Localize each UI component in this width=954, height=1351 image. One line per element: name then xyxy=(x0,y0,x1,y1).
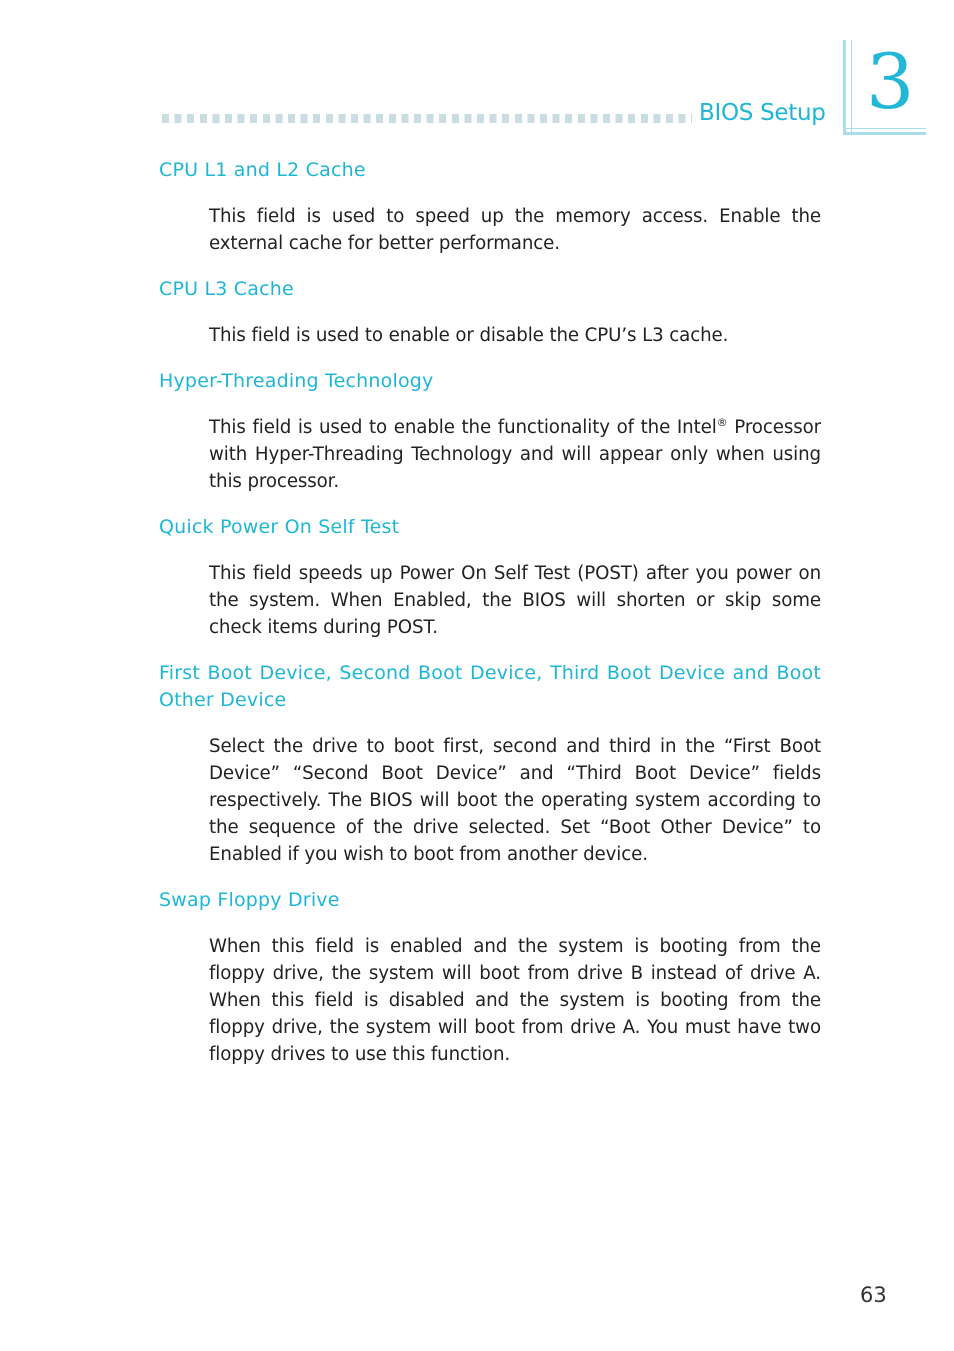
section-title: CPU L1 and L2 Cache xyxy=(159,159,366,181)
body-text: This field is used to enable the functionality of the Intel xyxy=(209,417,717,438)
section-title: First Boot Device, Second Boot Device, Third Boot Device and Boot Other Device xyxy=(159,662,821,711)
section-boot-devices xyxy=(159,660,821,868)
section-cpu-l1-l2-cache xyxy=(159,157,821,257)
header-title: BIOS Setup xyxy=(699,100,826,126)
section-title: Hyper-Threading Technology xyxy=(159,370,434,392)
page-content xyxy=(159,157,821,1087)
section-body: This field is used to enable or disable the CPU’s L3 cache. xyxy=(209,325,729,346)
section-cpu-l3-cache xyxy=(159,276,821,349)
section-body: This field is used to speed up the memory access. Enable the external cache for better performance. xyxy=(209,206,821,254)
chapter-box xyxy=(843,37,926,135)
section-title: Swap Floppy Drive xyxy=(159,889,340,911)
registered-mark: ® xyxy=(716,415,728,429)
section-body: This field speeds up Power On Self Test (POST) after you power on the system. When Enabled, the BIOS will shorten or skip some check items during POST. xyxy=(209,563,821,638)
body-text: Processor with Hyper-Threading Technology and will appear only when using this processor. xyxy=(209,417,821,492)
section-title: Quick Power On Self Test xyxy=(159,516,400,538)
section-body xyxy=(209,414,821,495)
section-swap-floppy xyxy=(159,887,821,1068)
header-dots-rule xyxy=(162,114,692,123)
section-body: When this field is enabled and the system is booting from the floppy drive, the system will boot from drive B instead of drive A. When this field is disabled and the system is booting from the floppy drive, the system will boot from drive A. You must have two floppy drives to use this function. xyxy=(209,936,821,1065)
section-title: CPU L3 Cache xyxy=(159,278,294,300)
chapter-number: 3 xyxy=(866,37,915,126)
section-body: Select the drive to boot first, second and third in the “First Boot Device” “Second Boot Device” and “Third Boot Device” fields respectively. The BIOS will boot the operating system according to the sequence of the drive selected. Set “Boot Other Device” to Enabled if you wish to boot from another device. xyxy=(209,736,821,865)
page-number: 63 xyxy=(860,1283,887,1307)
section-quick-post xyxy=(159,514,821,641)
section-hyper-threading xyxy=(159,368,821,495)
